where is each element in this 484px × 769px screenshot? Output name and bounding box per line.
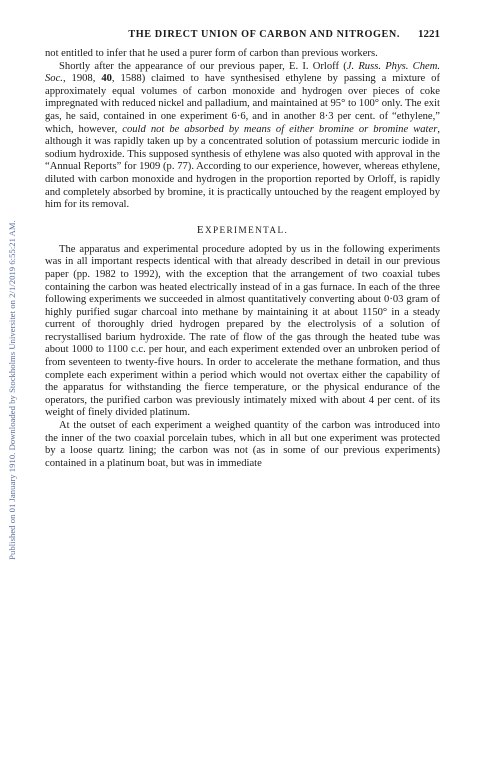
journal-page (45, 28, 440, 470)
section-heading-rest: XPERIMENTAL. (204, 224, 289, 235)
orloff-italic-claim: could not be absorbed by means of either bromine or bromine water (122, 123, 438, 135)
orloff-text-b: , 1908, (62, 73, 102, 85)
volume-number: 40 (101, 73, 112, 85)
paragraph-outset: At the outset of each experiment a weighed quantity of the carbon was introduced into the inner of the two coaxial porcelain tubes, which in all but one experiment was protected by a loose quartz lining; the carbon was not (as in some of our previous experiments) contained in a platinum boat, but was in immediate (45, 420, 440, 469)
journal-citation: J. Russ. Phys. Chem. Soc. (45, 60, 441, 85)
paragraph-apparatus: The apparatus and experimental procedure adopted by us in the following experiments was in all important respects identical with that already described in detail in our previous paper (pp. 1982 to 1992), with the exception that the arrangement of two coaxial tubes containing the carbon was heated electrically instead of in a gas furnace. In each of the three following experiments we succeeded in almost quantitatively converting about 0·03 gram of highly purified sugar charcoal into methane by maintaining it at about 1150° in a steady current of thoroughly dried hydrogen prepared by the electrolysis of a solution of recrystallised barium hydroxide. The rate of flow of the gas through the heated tube was about 1000 to 1100 c.c. per hour, and each experiment extended over an unbroken period of from seventeen to twenty-five hours. In order to accelerate the methane formation, and thus complete each experiment within a period which would not overtax either the capability of the apparatus for withstanding the fierce temperature, or the physical endurance of the operators, the purified carbon was previously intimately mixed with about 4 per cent. of its weight of finely divided platinum. (45, 243, 440, 419)
orloff-text-c: , 1588) claimed to have synthesised ethylene by passing a mixture of approximately equal volumes of carbon monoxide and hydrogen over pieces of coke impregnated with reduced nickel and palladium, and maintained at 95° to 100° only. The exit gas, he said, contained in one experiment 6·6, and in another 8·3 per cent. of “ethylene,” which, however, (45, 73, 440, 135)
section-heading-initial: E (196, 223, 205, 236)
download-watermark (4, 60, 20, 720)
running-header (45, 28, 440, 44)
page-number: 1221 (418, 28, 440, 40)
watermark-text: Published on 01 January 1910. Downloaded by Stockholms Universitet on 2/1/2019 6:55:21 AM. (7, 220, 18, 560)
section-heading-experimental (45, 224, 440, 236)
orloff-text-a: Shortly after the appearance of our previous paper, E. I. Orloff ( (59, 60, 347, 72)
orloff-text-d: , although it was rapidly taken up by a concentrated solution of potassium mercuric iodide in sodium hydroxide. This supposed synthesis of ethylene was also quoted with approval in the “Annual Reports” for 1909 (p. 77). According to our experience, however, whereas ethylene, diluted with carbon monoxide and hydrogen in the proportion reported by Orloff, is rapidly and completely absorbed by bromine, it is practically untouched by the reagent employed by him for its removal. (45, 123, 440, 211)
paragraph-orloff (45, 61, 440, 212)
running-title: THE DIRECT UNION OF CARBON AND NITROGEN. (128, 29, 400, 40)
paragraph-continued: not entitled to infer that he used a purer form of carbon than previous workers. (45, 48, 378, 59)
